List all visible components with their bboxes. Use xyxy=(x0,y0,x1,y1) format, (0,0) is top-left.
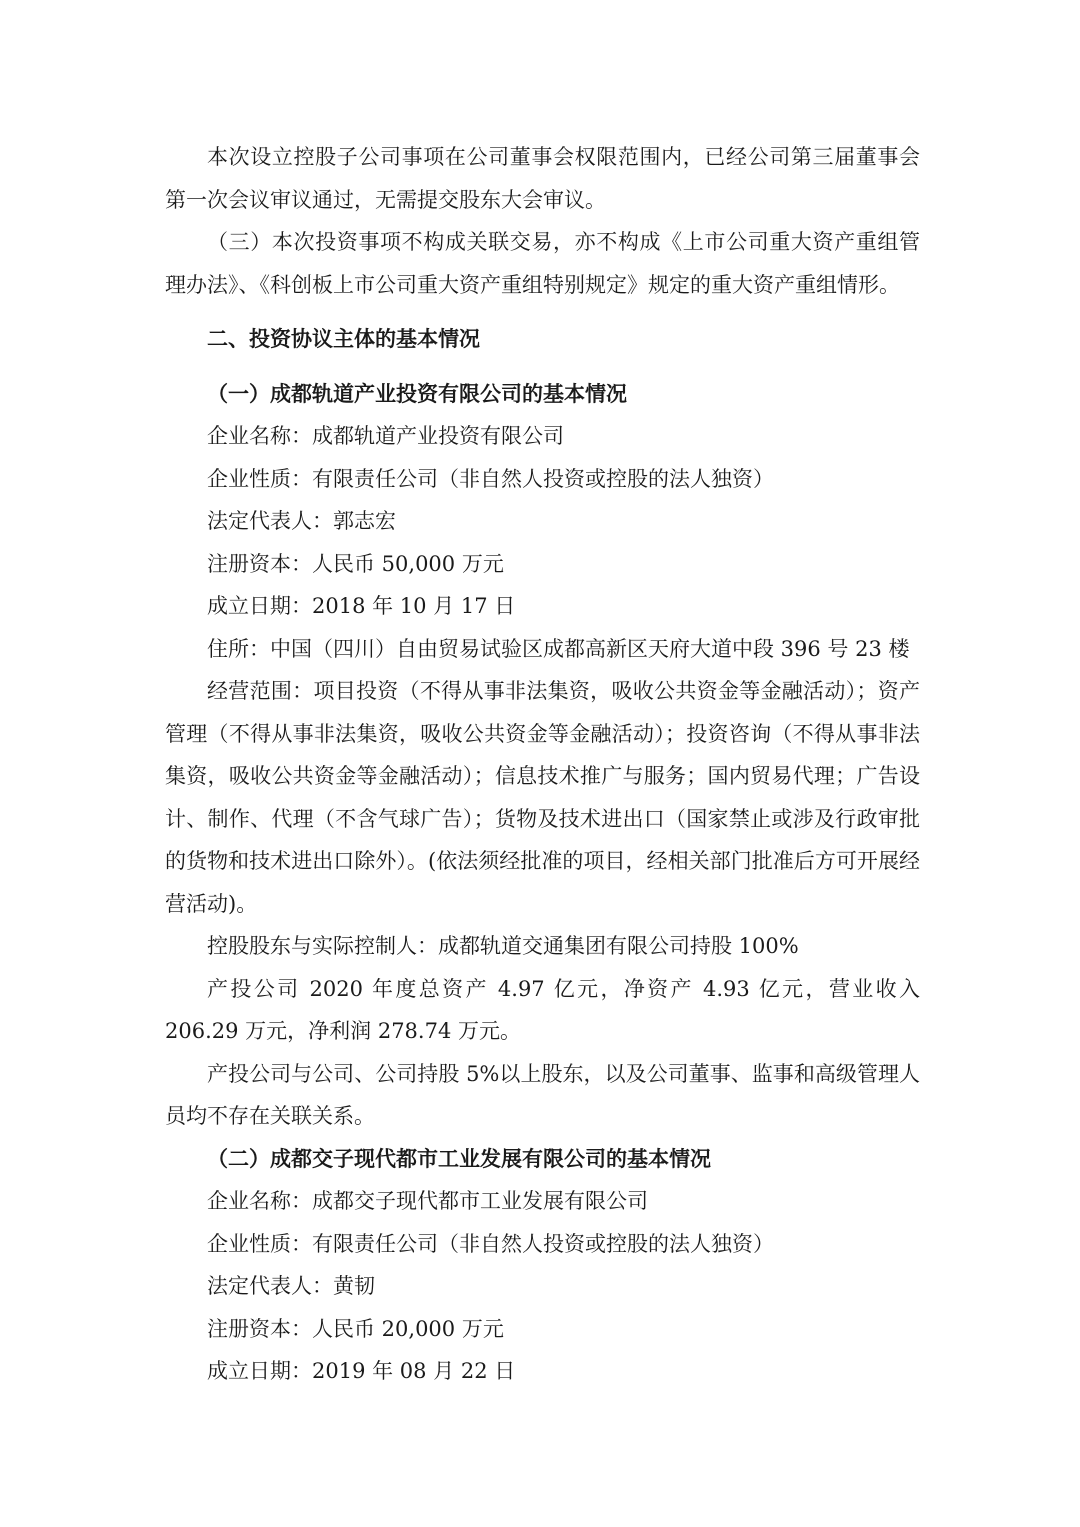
company1-name: 企业名称：成都轨道产业投资有限公司 xyxy=(207,424,564,448)
company2-nature: 企业性质：有限责任公司（非自然人投资或控股的法人独资） xyxy=(207,1231,774,1256)
company1-nature: 企业性质：有限责任公司（非自然人投资或控股的法人独资） xyxy=(207,466,774,491)
company1-founding-date: 成立日期：2018 年 10 月 17 日 xyxy=(207,594,516,618)
document-body xyxy=(165,136,920,1393)
company1-relation: 产投公司与公司、公司持股 5%以上股东，以及公司董事、监事和高级管理人员均不存在关联关系。 xyxy=(165,1061,920,1128)
company2-capital: 注册资本：人民币 20,000 万元 xyxy=(207,1316,504,1341)
subsection-title-jiaozi-industry: （二）成都交子现代都市工业发展有限公司的基本情况 xyxy=(207,1146,711,1171)
paragraph-not-related-transaction: （三）本次投资事项不构成关联交易，亦不构成《上市公司重大资产重组管理办法》、《科创板上市公司重大资产重组特别规定》规定的重大资产重组情形。 xyxy=(165,230,920,297)
paragraph-board-approval: 本次设立控股子公司事项在公司董事会权限范围内，已经公司第三届董事会第一次会议审议通过，无需提交股东大会审议。 xyxy=(165,145,920,212)
company2-founding-date: 成立日期：2019 年 08 月 22 日 xyxy=(207,1359,516,1383)
company1-address: 住所：中国（四川）自由贸易试验区成都高新区天府大道中段 396 号 23 楼 xyxy=(207,636,910,661)
section-title-parties: 二、投资协议主体的基本情况 xyxy=(207,327,480,351)
company1-legal-rep: 法定代表人：郭志宏 xyxy=(207,509,396,533)
company2-name: 企业名称：成都交子现代都市工业发展有限公司 xyxy=(207,1189,648,1213)
subsection-title-chengdu-rail-investment: （一）成都轨道产业投资有限公司的基本情况 xyxy=(207,381,627,406)
company1-controller: 控股股东与实际控制人：成都轨道交通集团有限公司持股 100% xyxy=(207,934,799,958)
company1-financials: 产投公司 2020 年度总资产 4.97 亿元，净资产 4.93 亿元，营业收入 206.29 万元，净利润 278.74 万元。 xyxy=(165,976,920,1043)
company1-capital: 注册资本：人民币 50,000 万元 xyxy=(207,551,504,576)
company1-business-scope: 经营范围：项目投资（不得从事非法集资，吸收公共资金等金融活动）；资产管理（不得从事非法集资，吸收公共资金等金融活动）；投资咨询（不得从事非法集资，吸收公共资金等金融活动）；信息技术推广与服务；国内贸易代理；广告设计、制作、代理（不含气球广告）；货物及技术进出口（国家禁止或涉及行政审批的货物和技术进出口除外）。(依法须经批准的项目，经相关部门批准后方可开展经营活动)。 xyxy=(165,679,920,916)
company2-legal-rep: 法定代表人：黄韧 xyxy=(207,1274,375,1298)
